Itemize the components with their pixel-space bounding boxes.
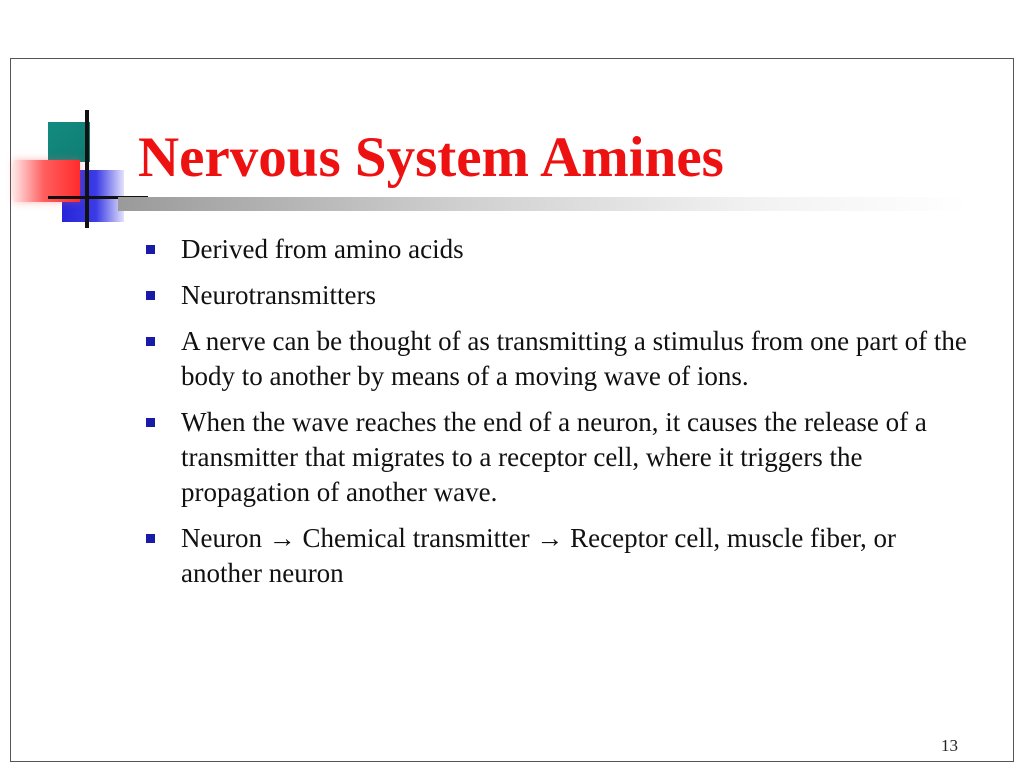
list-item-text: Derived from amino acids bbox=[181, 234, 464, 264]
square-bullet-icon bbox=[146, 337, 155, 346]
square-bullet-icon bbox=[146, 534, 155, 543]
title-underline-gradient bbox=[118, 197, 968, 211]
square-bullet-icon bbox=[146, 418, 155, 427]
list-item-text: A nerve can be thought of as transmitting a stimulus from one part of the body to another by means of a moving wave of ions. bbox=[181, 326, 967, 391]
list-item bbox=[146, 278, 976, 313]
list-item bbox=[146, 521, 976, 591]
list-item-text: Neurotransmitters bbox=[181, 280, 376, 310]
square-bullet-icon bbox=[146, 291, 155, 300]
list-item bbox=[146, 405, 976, 510]
bullet-list bbox=[146, 232, 976, 602]
list-item-text: When the wave reaches the end of a neuron, it causes the release of a transmitter that migrates to a receptor cell, where it triggers the propagation of another wave. bbox=[181, 407, 927, 507]
list-item-text: Neuron → Chemical transmitter → Receptor cell, muscle fiber, or another neuron bbox=[181, 523, 896, 588]
page-title: Nervous System Amines bbox=[138, 126, 724, 189]
list-item bbox=[146, 232, 976, 267]
list-item bbox=[146, 324, 976, 394]
slide-number: 13 bbox=[941, 736, 958, 755]
square-bullet-icon bbox=[146, 245, 155, 254]
